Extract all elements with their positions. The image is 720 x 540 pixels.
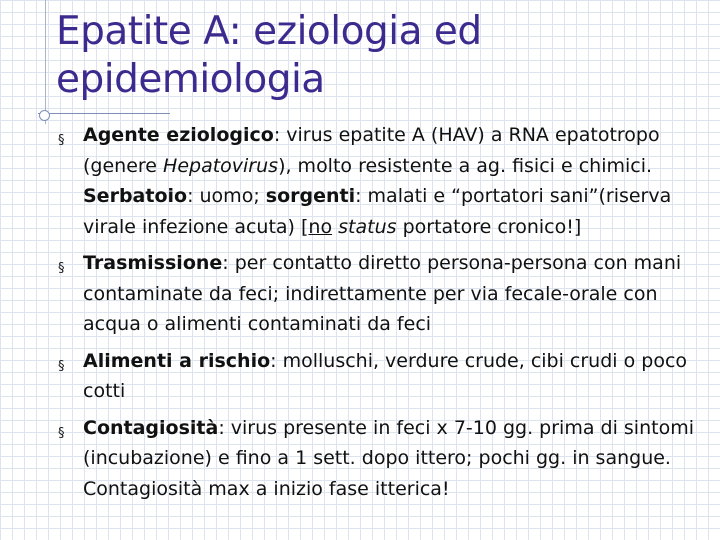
bullet-text: no	[308, 215, 333, 238]
bullet-keyword: Serbatoio	[83, 185, 188, 207]
bullet-keyword: Contagiosità	[83, 416, 219, 439]
square-bullet-icon: §	[58, 425, 65, 441]
bullet-list	[58, 120, 708, 510]
bullet-text: : per contatto diretto persona-persona con mani contaminate da feci; indirettamente per via fecale-orale con acqua o alimenti contaminati da feci	[83, 252, 682, 335]
slide-title: Epatite A: eziologia ed epidemiologia	[56, 9, 482, 102]
bullet-keyword: Trasmissione	[83, 252, 223, 274]
bullet-item	[58, 120, 708, 242]
bullet-text: status	[338, 215, 397, 238]
decorative-horizontal-rule	[38, 113, 170, 114]
bullet-text: ), molto resistente a ag. fisici e chimici.	[278, 154, 653, 177]
bullet-text: : malati e “portatori sani”(riserva virale infezione acuta) [	[83, 185, 672, 238]
bullet-item	[58, 248, 708, 340]
bullet-item	[58, 346, 708, 407]
bullet-keyword: Agente eziologico	[83, 124, 274, 146]
bullet-text: : molluschi, verdure crude, cibi crudi o poco cotti	[83, 349, 688, 402]
square-bullet-icon: §	[58, 358, 65, 374]
decorative-ring-icon	[39, 110, 50, 121]
square-bullet-icon: §	[58, 133, 65, 148]
square-bullet-icon: §	[58, 261, 65, 276]
bullet-item	[58, 413, 708, 505]
bullet-text: portatore cronico!]	[396, 215, 582, 238]
bullet-keyword: Alimenti a rischio	[83, 349, 271, 372]
bullet-text: : virus presente in feci x 7-10 gg. prima di sintomi (incubazione) e fino a 1 sett. dopo ittero; pochi gg. in sangue. Contagiosità max a inizio fase itterica!	[83, 416, 694, 500]
bullet-text: : uomo;	[187, 185, 266, 207]
decorative-vertical-rule	[45, 0, 46, 124]
bullet-text: Hepatovirus	[163, 154, 279, 177]
bullet-keyword: sorgenti	[265, 185, 356, 207]
bullet-text: : virus epatite A (HAV) a RNA epatotropo (genere	[83, 124, 660, 177]
